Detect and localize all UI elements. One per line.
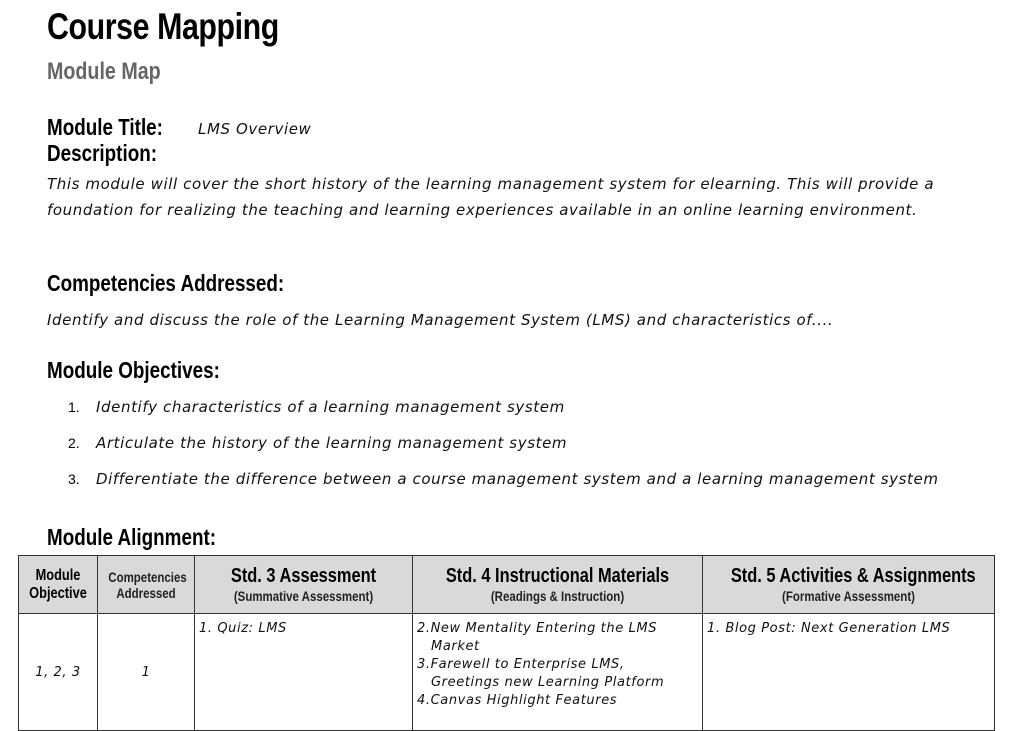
objective-text: Articulate the history of the learning management system bbox=[96, 434, 568, 452]
header-text: Std. 5 Activities & Assignments bbox=[730, 565, 976, 587]
module-title-label: Module Title: bbox=[47, 114, 163, 140]
objective-item bbox=[68, 396, 968, 419]
cell-activities bbox=[703, 614, 995, 731]
header-text: Competencies bbox=[108, 568, 187, 585]
module-title-row bbox=[47, 114, 312, 141]
col-header-materials bbox=[413, 556, 703, 614]
table-row bbox=[19, 614, 995, 731]
header-text: Module bbox=[35, 566, 81, 584]
header-text: Objective bbox=[29, 584, 87, 602]
description-label: Description: bbox=[47, 140, 158, 166]
module-title-value: LMS Overview bbox=[198, 120, 312, 138]
objective-text: Identify characteristics of a learning management system bbox=[96, 398, 565, 416]
description-text: This module will cover the short history of the learning management system for elearning. This will provide a foundation for realizing the teaching and learning experiences available in an online learning environment. bbox=[47, 175, 935, 219]
header-text: Std. 3 Assessment bbox=[230, 565, 377, 587]
table-header-row bbox=[19, 556, 995, 614]
header-subtext: (Formative Assessment) bbox=[782, 588, 915, 604]
alignment-label: Module Alignment: bbox=[47, 524, 217, 550]
cell-text: 1, 2, 3 bbox=[35, 665, 81, 680]
material-item: 3.Farewell to Enterprise LMS, Greetings new Learning Platform bbox=[417, 657, 665, 690]
cell-text: 1. Blog Post: Next Generation LMS bbox=[707, 621, 951, 636]
objective-item bbox=[68, 432, 968, 455]
alignment-table bbox=[18, 555, 995, 731]
cell-materials bbox=[413, 614, 703, 731]
header-subtext: (Summative Assessment) bbox=[233, 588, 374, 604]
col-header-activities bbox=[703, 556, 995, 614]
competencies-label: Competencies Addressed: bbox=[47, 270, 285, 296]
header-text: Addressed bbox=[116, 584, 176, 601]
col-header-assessment bbox=[195, 556, 413, 614]
objective-number: 2. bbox=[68, 435, 80, 451]
page-title: Course Mapping bbox=[47, 6, 279, 47]
objective-number: 1. bbox=[68, 399, 80, 415]
col-header-module-objective bbox=[19, 556, 98, 614]
header-text: Std. 4 Instructional Materials bbox=[445, 565, 670, 587]
objectives-list bbox=[68, 396, 968, 504]
cell-competencies bbox=[98, 614, 195, 731]
material-item: 2.New Mentality Entering the LMS Market bbox=[417, 621, 658, 654]
cell-assessment bbox=[195, 614, 413, 731]
header-subtext: (Readings & Instruction) bbox=[490, 588, 625, 604]
page-subtitle: Module Map bbox=[47, 58, 161, 85]
col-header-competencies bbox=[98, 556, 195, 614]
objective-number: 3. bbox=[68, 471, 80, 487]
objective-text: Differentiate the difference between a course management system and a learning management system bbox=[96, 470, 939, 488]
material-item: 4.Canvas Highlight Features bbox=[417, 693, 618, 708]
cell-objective bbox=[19, 614, 98, 731]
competencies-text: Identify and discuss the role of the Learning Management System (LMS) and characteristics of.... bbox=[47, 311, 834, 329]
objective-item bbox=[68, 468, 968, 491]
cell-text: 1. Quiz: LMS bbox=[199, 621, 287, 636]
cell-text: 1 bbox=[141, 665, 151, 680]
objectives-label: Module Objectives: bbox=[47, 357, 220, 383]
